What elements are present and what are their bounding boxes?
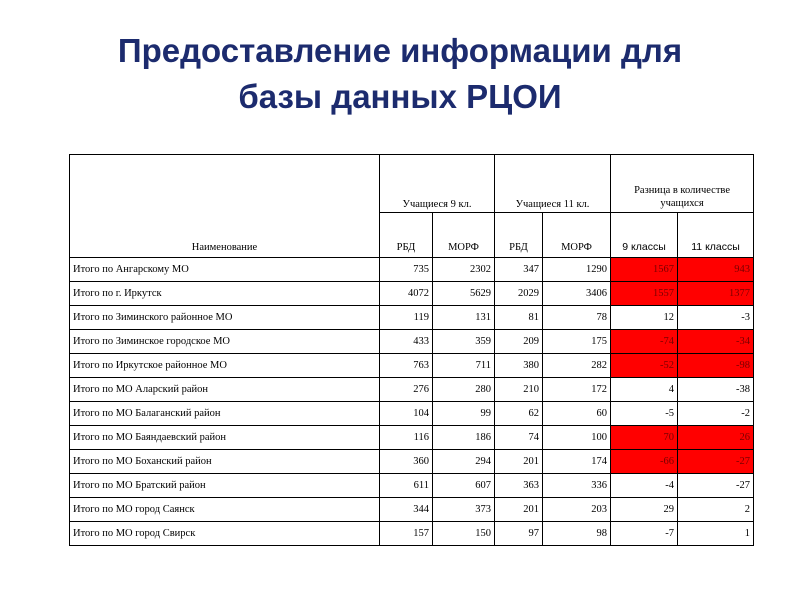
cell-diff-11: -2 [678,402,754,426]
cell-rbd-11: 347 [495,258,543,282]
table-row [70,306,754,330]
cell-morf-11: 100 [543,426,611,450]
cell-rbd-11: 62 [495,402,543,426]
table-row [70,258,754,282]
cell-rbd-11: 81 [495,306,543,330]
cell-morf-9: 373 [433,498,495,522]
cell-name: Итого по г. Иркутск [70,282,380,306]
cell-morf-9: 2302 [433,258,495,282]
cell-diff-9: -7 [611,522,678,546]
header-group-diff: Разница в количестве учащихся [611,155,754,213]
cell-rbd-9: 116 [380,426,433,450]
cell-diff-9: 29 [611,498,678,522]
cell-rbd-9: 157 [380,522,433,546]
table-row [70,354,754,378]
cell-name: Итого по Иркутское районное МО [70,354,380,378]
cell-diff-11: -27 [678,474,754,498]
cell-morf-11: 175 [543,330,611,354]
cell-name: Итого по Ангарскому МО [70,258,380,282]
cell-rbd-11: 201 [495,450,543,474]
cell-morf-9: 711 [433,354,495,378]
cell-morf-11: 203 [543,498,611,522]
cell-rbd-11: 210 [495,378,543,402]
table-row [70,522,754,546]
cell-name: Итого по Зиминское городское МО [70,330,380,354]
cell-diff-11: 26 [678,426,754,450]
cell-rbd-11: 363 [495,474,543,498]
cell-morf-11: 1290 [543,258,611,282]
slide-title-line-2: базы данных РЦОИ [238,78,562,115]
cell-diff-9: -52 [611,354,678,378]
cell-diff-9: -5 [611,402,678,426]
cell-diff-11: -98 [678,354,754,378]
cell-morf-11: 3406 [543,282,611,306]
header-diff-9: 9 классы [611,213,678,258]
table-row [70,378,754,402]
cell-morf-11: 172 [543,378,611,402]
header-rbd-9: РБД [380,213,433,258]
cell-rbd-9: 735 [380,258,433,282]
cell-name: Итого по МО Балаганский район [70,402,380,426]
header-group-11: Учащиеся 11 кл. [495,155,611,213]
table-row [70,402,754,426]
cell-diff-11: 1 [678,522,754,546]
header-group-9: Учащиеся 9 кл. [380,155,495,213]
cell-name: Итого по МО Баяндаевский район [70,426,380,450]
data-table [69,154,754,546]
cell-rbd-11: 201 [495,498,543,522]
cell-name: Итого по МО Аларский район [70,378,380,402]
cell-name: Итого по МО Боханский район [70,450,380,474]
cell-morf-11: 336 [543,474,611,498]
table-body [70,258,754,546]
cell-rbd-9: 276 [380,378,433,402]
table-row [70,474,754,498]
cell-diff-11: 2 [678,498,754,522]
cell-diff-11: 1377 [678,282,754,306]
cell-diff-9: 1557 [611,282,678,306]
cell-morf-11: 98 [543,522,611,546]
cell-morf-9: 131 [433,306,495,330]
cell-name: Итого по Зиминского районное МО [70,306,380,330]
cell-diff-9: -4 [611,474,678,498]
table-row [70,282,754,306]
cell-rbd-9: 4072 [380,282,433,306]
cell-morf-9: 607 [433,474,495,498]
cell-diff-11: 943 [678,258,754,282]
cell-morf-11: 78 [543,306,611,330]
slide-title [0,28,800,120]
cell-rbd-11: 2029 [495,282,543,306]
cell-morf-11: 60 [543,402,611,426]
cell-name: Итого по МО город Свирск [70,522,380,546]
header-diff-11: 11 классы [678,213,754,258]
table-row [70,330,754,354]
cell-name: Итого по МО город Саянск [70,498,380,522]
cell-morf-9: 150 [433,522,495,546]
header-morf-11: МОРФ [543,213,611,258]
cell-rbd-11: 380 [495,354,543,378]
cell-diff-11: -38 [678,378,754,402]
cell-diff-9: 1567 [611,258,678,282]
table-row [70,450,754,474]
cell-morf-9: 186 [433,426,495,450]
table-row [70,498,754,522]
cell-rbd-11: 97 [495,522,543,546]
cell-morf-9: 280 [433,378,495,402]
header-rbd-11: РБД [495,213,543,258]
cell-rbd-9: 104 [380,402,433,426]
header-name: Наименование [70,155,380,258]
cell-morf-11: 174 [543,450,611,474]
cell-morf-9: 359 [433,330,495,354]
cell-diff-9: -74 [611,330,678,354]
cell-rbd-11: 74 [495,426,543,450]
cell-rbd-9: 763 [380,354,433,378]
cell-morf-9: 5629 [433,282,495,306]
table-row [70,426,754,450]
cell-morf-11: 282 [543,354,611,378]
cell-diff-9: -66 [611,450,678,474]
cell-rbd-9: 344 [380,498,433,522]
cell-rbd-9: 611 [380,474,433,498]
cell-morf-9: 294 [433,450,495,474]
cell-rbd-9: 433 [380,330,433,354]
cell-diff-9: 12 [611,306,678,330]
cell-rbd-9: 360 [380,450,433,474]
slide-title-line-1: Предоставление информации для [117,32,683,69]
cell-diff-9: 70 [611,426,678,450]
cell-morf-9: 99 [433,402,495,426]
header-row-groups [70,155,754,213]
header-morf-9: МОРФ [433,213,495,258]
cell-diff-9: 4 [611,378,678,402]
cell-diff-11: -3 [678,306,754,330]
cell-rbd-11: 209 [495,330,543,354]
cell-name: Итого по МО Братский район [70,474,380,498]
cell-diff-11: -34 [678,330,754,354]
cell-diff-11: -27 [678,450,754,474]
cell-rbd-9: 119 [380,306,433,330]
